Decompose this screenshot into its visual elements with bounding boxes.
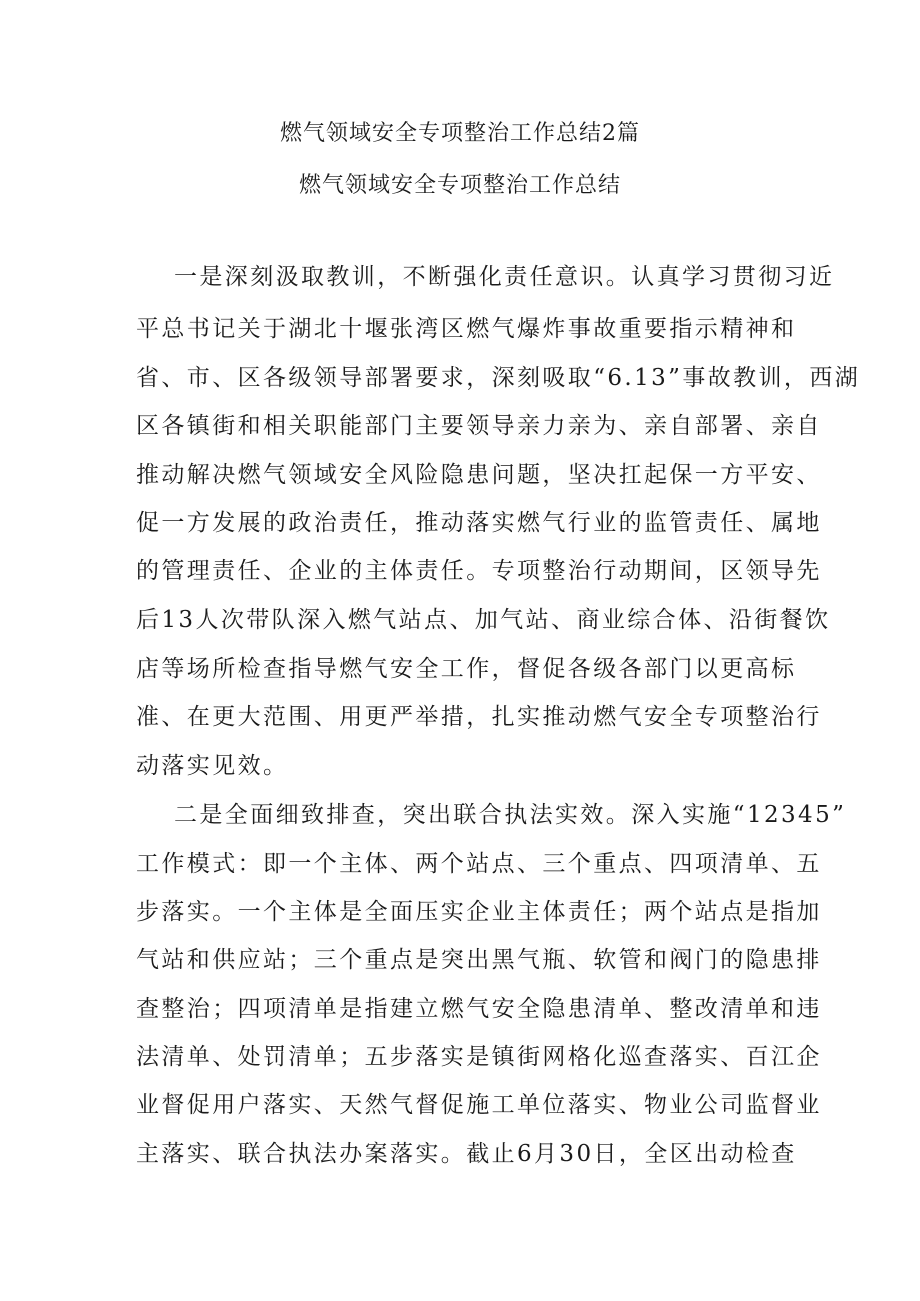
paragraph-line: 省、市、区各级领导部署要求，深刻吸取“6.13”事故教训，西湖 xyxy=(136,365,861,391)
paragraph-line: 平总书记关于湖北十堰张湾区燃气爆炸事故重要指示精神和 xyxy=(136,316,797,342)
paragraph-line: 气站和供应站；三个重点是突出黑气瓶、软管和阀门的隐患排 xyxy=(136,947,822,973)
document-title: 燃气领域安全专项整治工作总结2篇 xyxy=(280,121,640,146)
paragraph-line: 区各镇街和相关职能部门主要领导亲力亲为、亲自部署、亲自 xyxy=(136,413,822,439)
paragraph-line: 一是深刻汲取教训，不断强化责任意识。认真学习贯彻习近 xyxy=(174,264,835,290)
paragraph-line: 业督促用户落实、天然气督促施工单位落实、物业公司监督业 xyxy=(136,1092,822,1118)
paragraph-line: 步落实。一个主体是全面压实企业主体责任；两个站点是指加 xyxy=(136,899,822,925)
paragraph-line: 法清单、处罚清单；五步落实是镇街网格化巡查落实、百江企 xyxy=(136,1044,822,1070)
paragraph-line: 店等场所检查指导燃气安全工作，督促各级各部门以更高标 xyxy=(136,656,797,682)
paragraph-line: 查整治；四项清单是指建立燃气安全隐患清单、整改清单和违 xyxy=(136,996,822,1022)
paragraph-line: 后13人次带队深入燃气站点、加气站、商业综合体、沿街餐饮 xyxy=(136,607,831,633)
paragraph-line: 主落实、联合执法办案落实。截止6月30日，全区出动检查 xyxy=(136,1141,797,1167)
paragraph-line: 工作模式：即一个主体、两个站点、三个重点、四项清单、五 xyxy=(136,851,822,877)
paragraph-line: 动落实见效。 xyxy=(136,753,289,779)
paragraph-line: 推动解决燃气领域安全风险隐患问题，坚决扛起保一方平安、 xyxy=(136,462,822,488)
paragraph-line: 的管理责任、企业的主体责任。专项整治行动期间，区领导先 xyxy=(136,558,822,584)
paragraph-line: 准、在更大范围、用更严举措，扎实推动燃气安全专项整治行 xyxy=(136,704,822,730)
document-subtitle: 燃气领域安全专项整治工作总结 xyxy=(298,173,621,198)
paragraph-line: 促一方发展的政治责任，推动落实燃气行业的监管责任、属地 xyxy=(136,510,822,536)
paragraph-line: 二是全面细致排查，突出联合执法实效。深入实施“12345” xyxy=(174,802,847,828)
